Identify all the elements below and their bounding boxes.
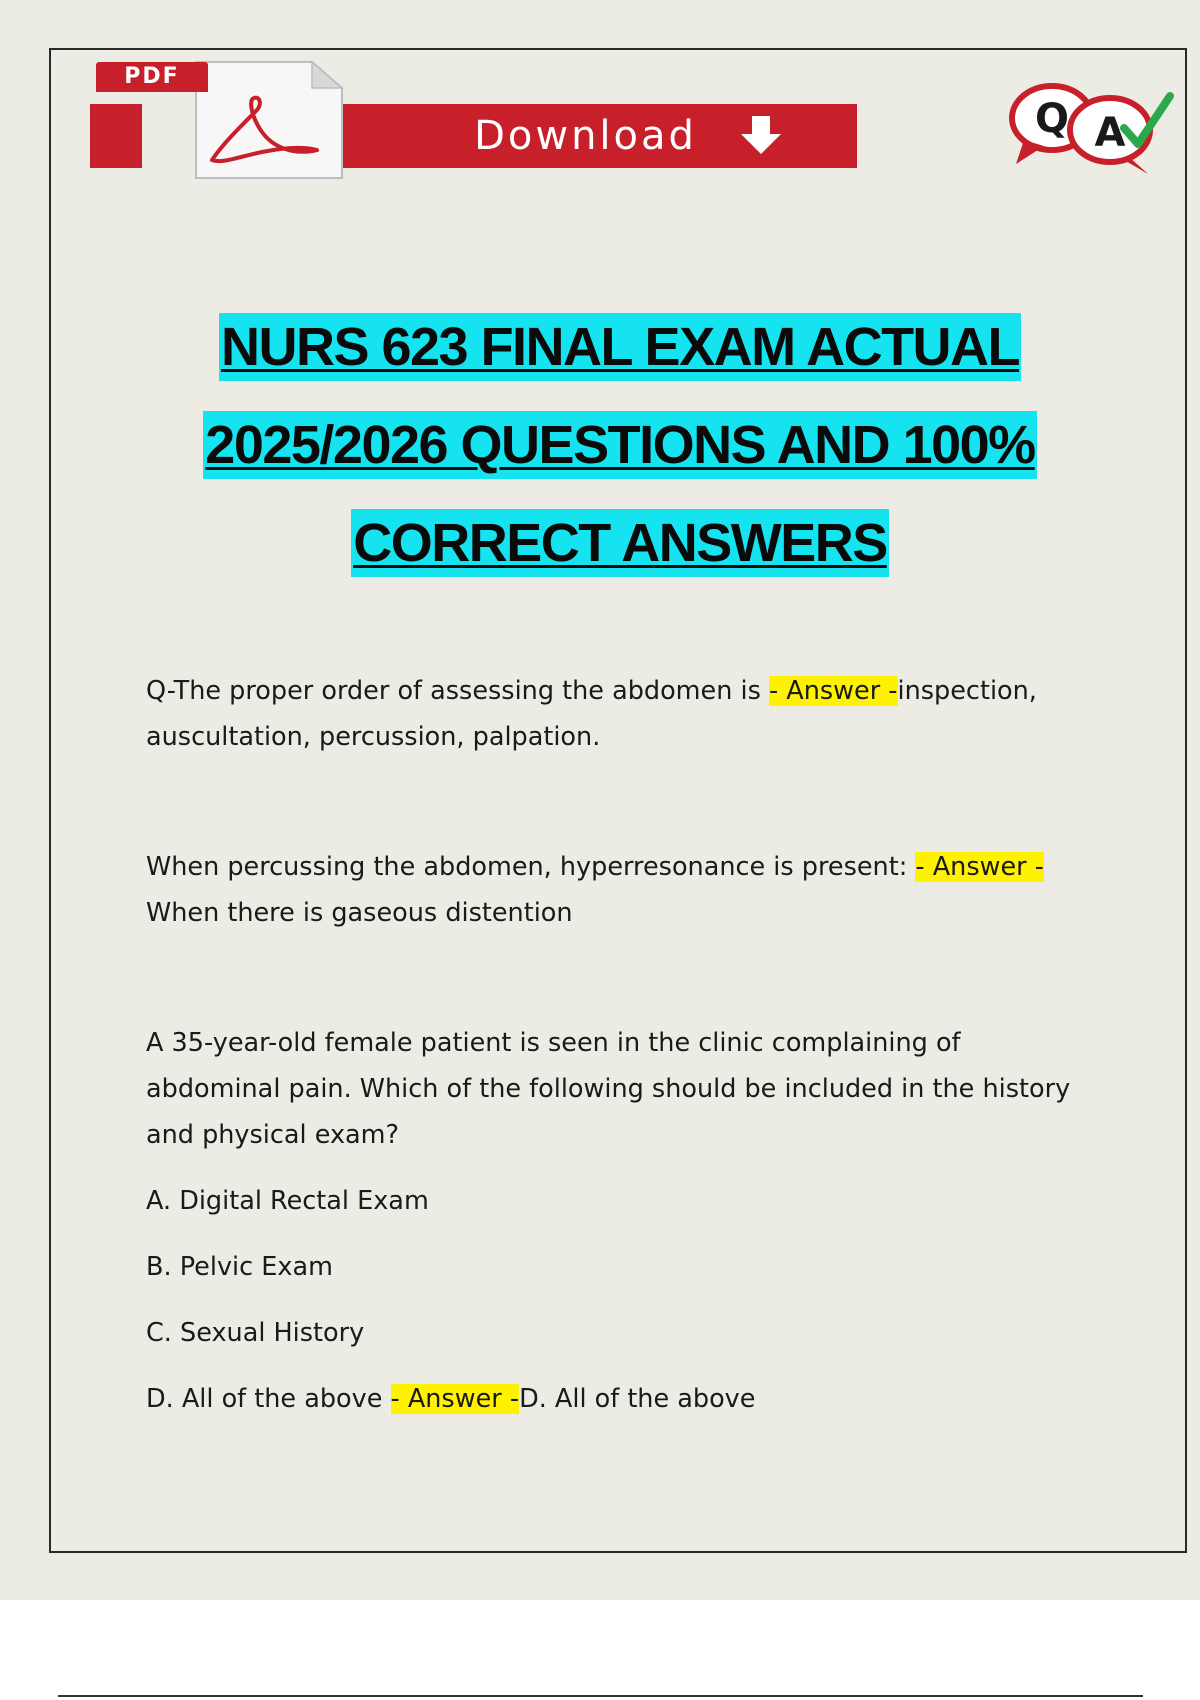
- pdf-download-banner[interactable]: [90, 60, 860, 180]
- answer-marker: - Answer -: [915, 852, 1044, 882]
- answer-marker: - Answer -: [390, 1384, 520, 1414]
- download-label: Download: [474, 113, 697, 159]
- question-item-2: [146, 844, 1096, 936]
- option-c: C. Sexual History: [146, 1318, 365, 1348]
- answer-text: D. All of the above: [519, 1384, 756, 1414]
- title-line-3: CORRECT ANSWERS: [100, 494, 1140, 592]
- banner-left-bar: [90, 104, 142, 168]
- option-b: B. Pelvic Exam: [146, 1252, 333, 1282]
- option-a: A. Digital Rectal Exam: [146, 1186, 429, 1216]
- download-arrow-icon: [737, 114, 785, 158]
- question-text: When percussing the abdomen, hyperresonance is present:: [146, 852, 916, 882]
- title-line-1: NURS 623 FINAL EXAM ACTUAL: [100, 298, 1140, 396]
- title-line-2: 2025/2026 QUESTIONS AND 100%: [100, 396, 1140, 494]
- question-text: A 35-year-old female patient is seen in the clinic complaining of abdominal pain. Which of the following should be included in the history and physical exam?: [146, 1028, 1071, 1150]
- question-item-3: [146, 1020, 1096, 1422]
- question-item-1: [146, 668, 1096, 760]
- answer-text: When there is gaseous distention: [146, 898, 573, 928]
- answer-text: inspection, auscultation, percussion, palpation.: [146, 676, 1037, 752]
- bottom-divider: [58, 1695, 1143, 1697]
- option-d: D. All of the above - Answer -D. All of the above: [146, 1384, 756, 1414]
- pdf-tab-label: PDF: [96, 62, 208, 92]
- qa-logo-a: A: [1094, 110, 1126, 156]
- option-list: [146, 1178, 1096, 1422]
- question-text: Q-The proper order of assessing the abdomen is: [146, 676, 769, 706]
- answer-marker: - Answer -: [768, 676, 898, 706]
- qa-logo-icon: [1002, 78, 1178, 178]
- document-title: [100, 298, 1140, 592]
- qa-logo-q: Q: [1034, 96, 1070, 142]
- question-list: [146, 668, 1096, 1506]
